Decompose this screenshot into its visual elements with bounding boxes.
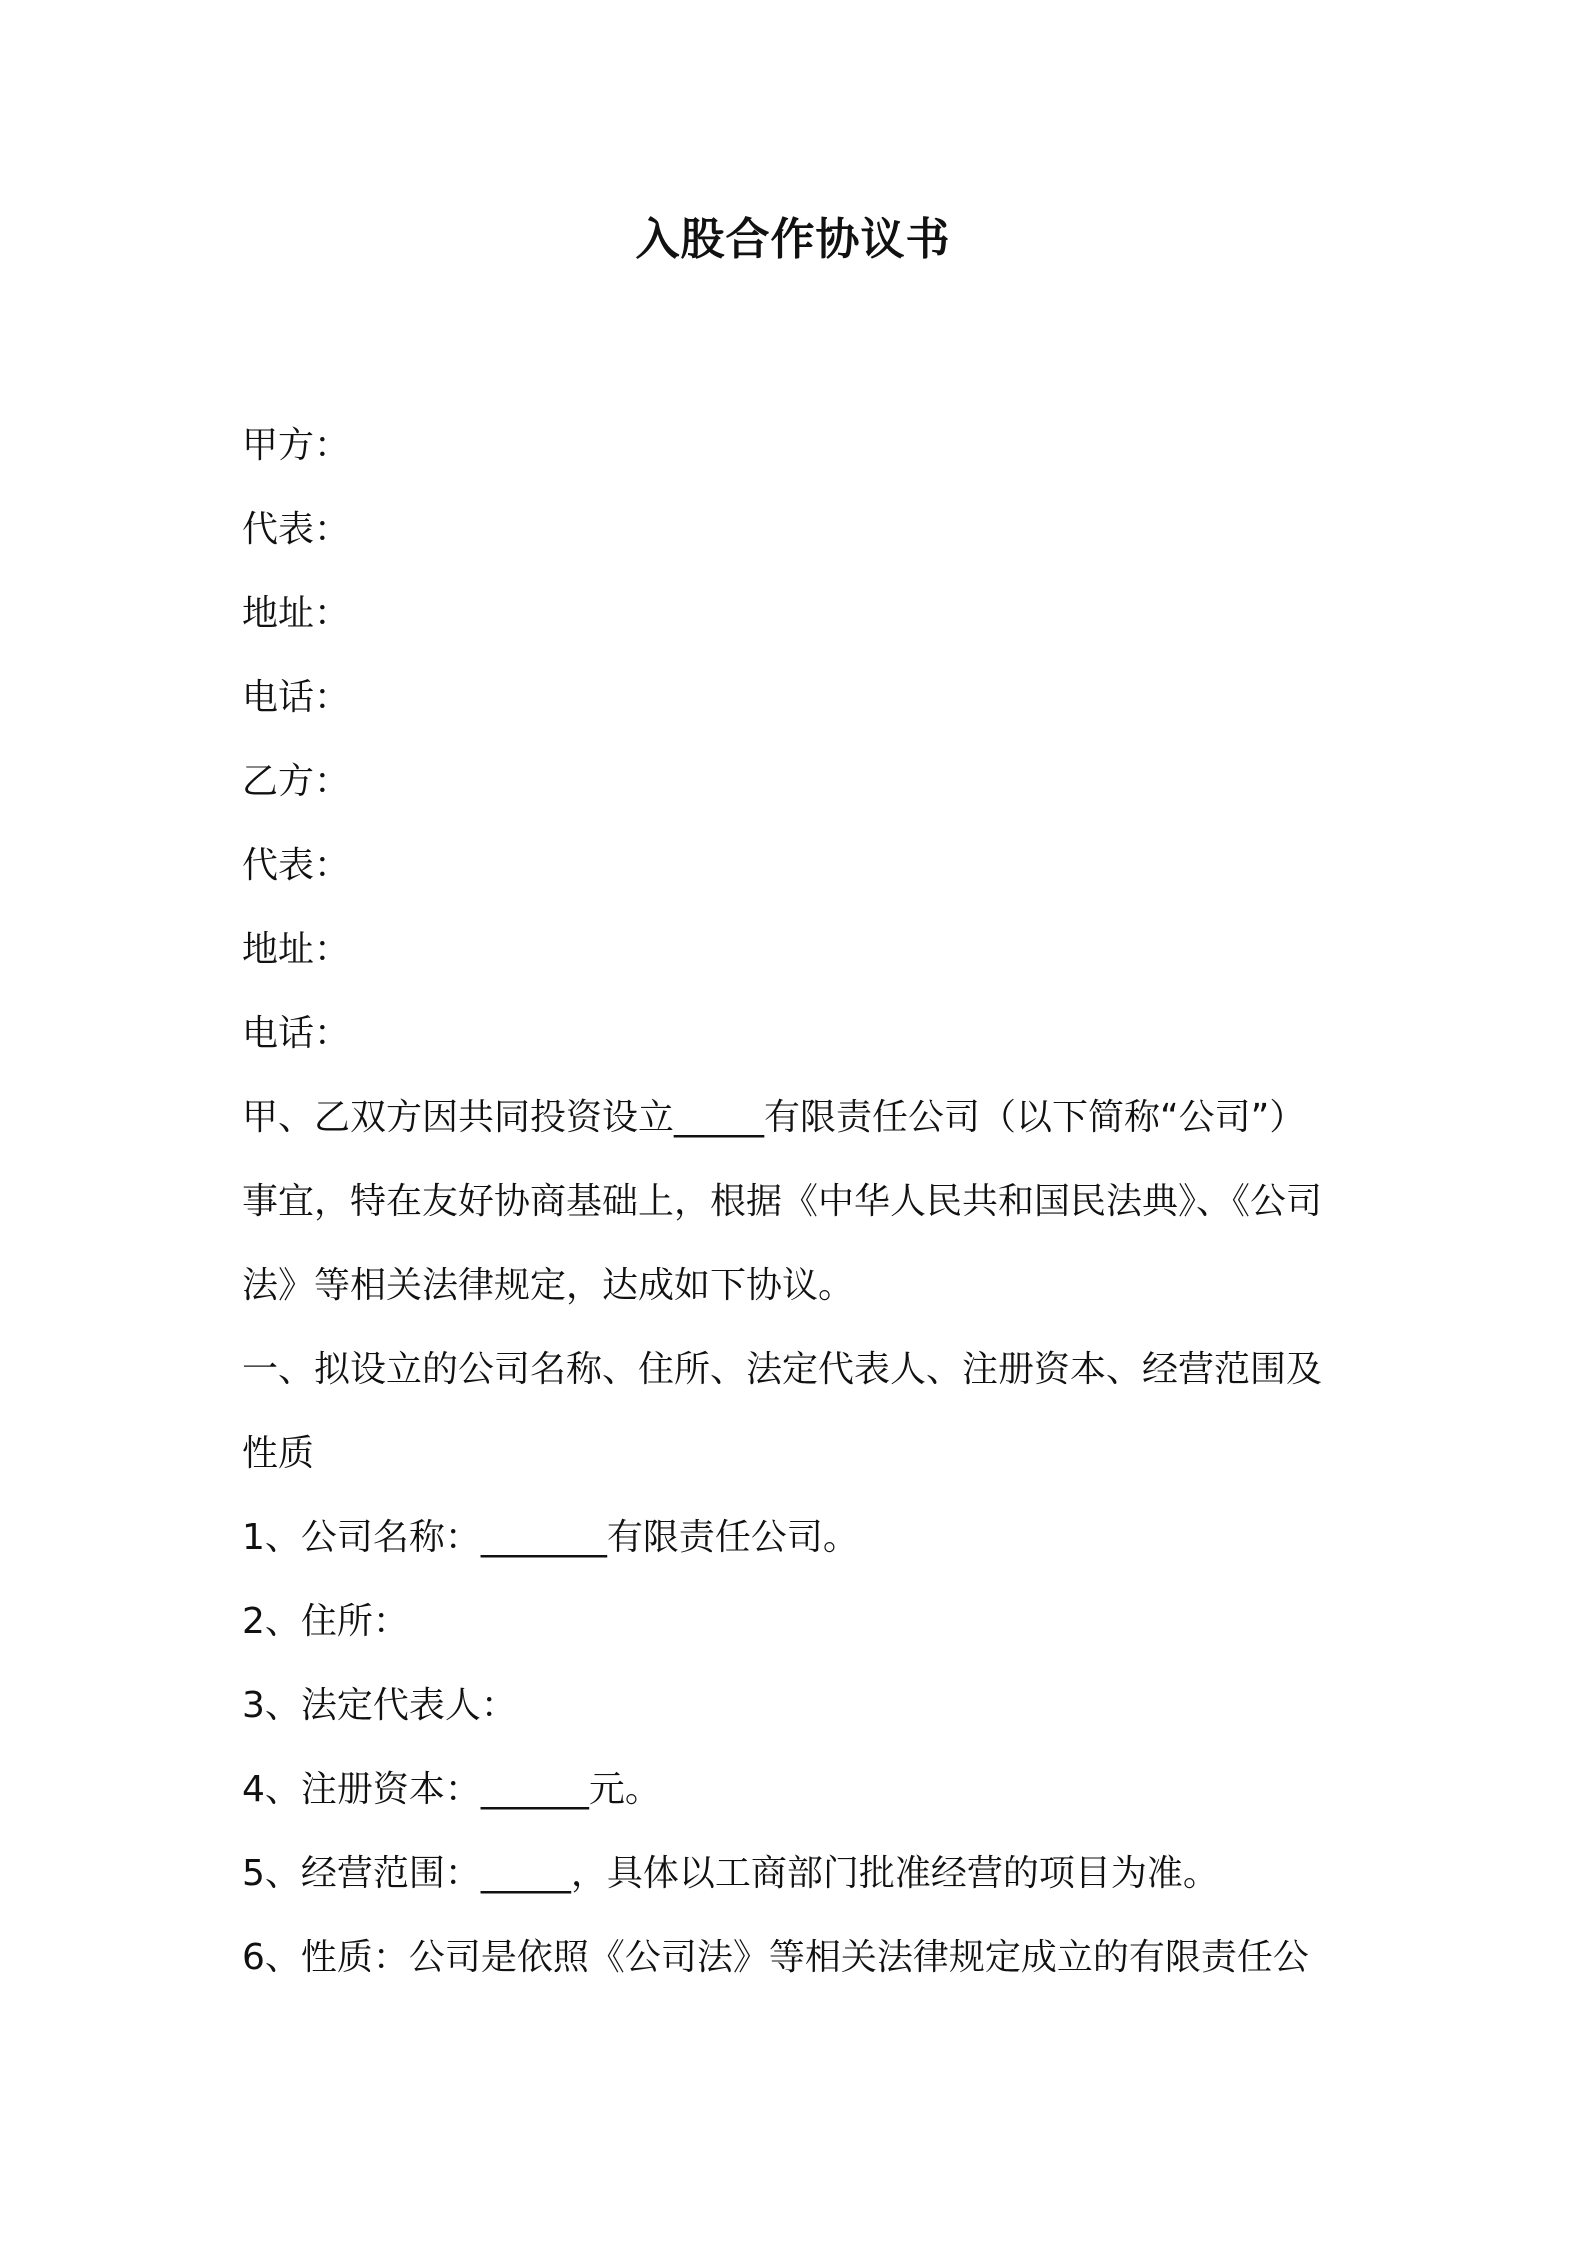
legal-representative-clause: 3、法定代表人： [242, 1685, 517, 1726]
section-one-heading-line-1: 一、拟设立的公司名称、住所、法定代表人、注册资本、经营范围及 [242, 1349, 1323, 1390]
party-b-line: 乙方： [242, 761, 351, 802]
company-name-clause: 1、公司名称：_______有限责任公司。 [242, 1517, 859, 1558]
party-a-line: 甲方： [242, 425, 351, 466]
business-scope-clause: 5、经营范围：_____，具体以工商部门批准经营的项目为准。 [242, 1853, 1219, 1894]
party-b-representative-line: 代表： [242, 845, 351, 886]
agreement-intro-line-1: 甲、乙双方因共同投资设立_____有限责任公司（以下简称“公司”） [242, 1097, 1306, 1138]
company-address-clause: 2、住所： [242, 1601, 409, 1642]
party-b-address-line: 地址： [242, 929, 351, 970]
party-a-address-line: 地址： [242, 593, 351, 634]
section-one-heading-line-2: 性质 [242, 1433, 315, 1474]
registered-capital-clause: 4、注册资本：______元。 [242, 1769, 661, 1810]
party-a-representative-line: 代表： [242, 509, 351, 550]
party-b-phone-line: 电话： [242, 1013, 351, 1054]
company-nature-clause: 6、性质：公司是依照《公司法》等相关法律规定成立的有限责任公 [242, 1937, 1309, 1978]
agreement-intro-line-2: 事宜，特在友好协商基础上，根据《中华人民共和国民法典》、《公司 [242, 1181, 1323, 1222]
document-title: 入股合作协议书 [635, 214, 951, 265]
party-a-phone-line: 电话： [242, 677, 351, 718]
agreement-intro-line-3: 法》等相关法律规定，达成如下协议。 [242, 1265, 855, 1306]
document-body [242, 404, 1352, 2000]
